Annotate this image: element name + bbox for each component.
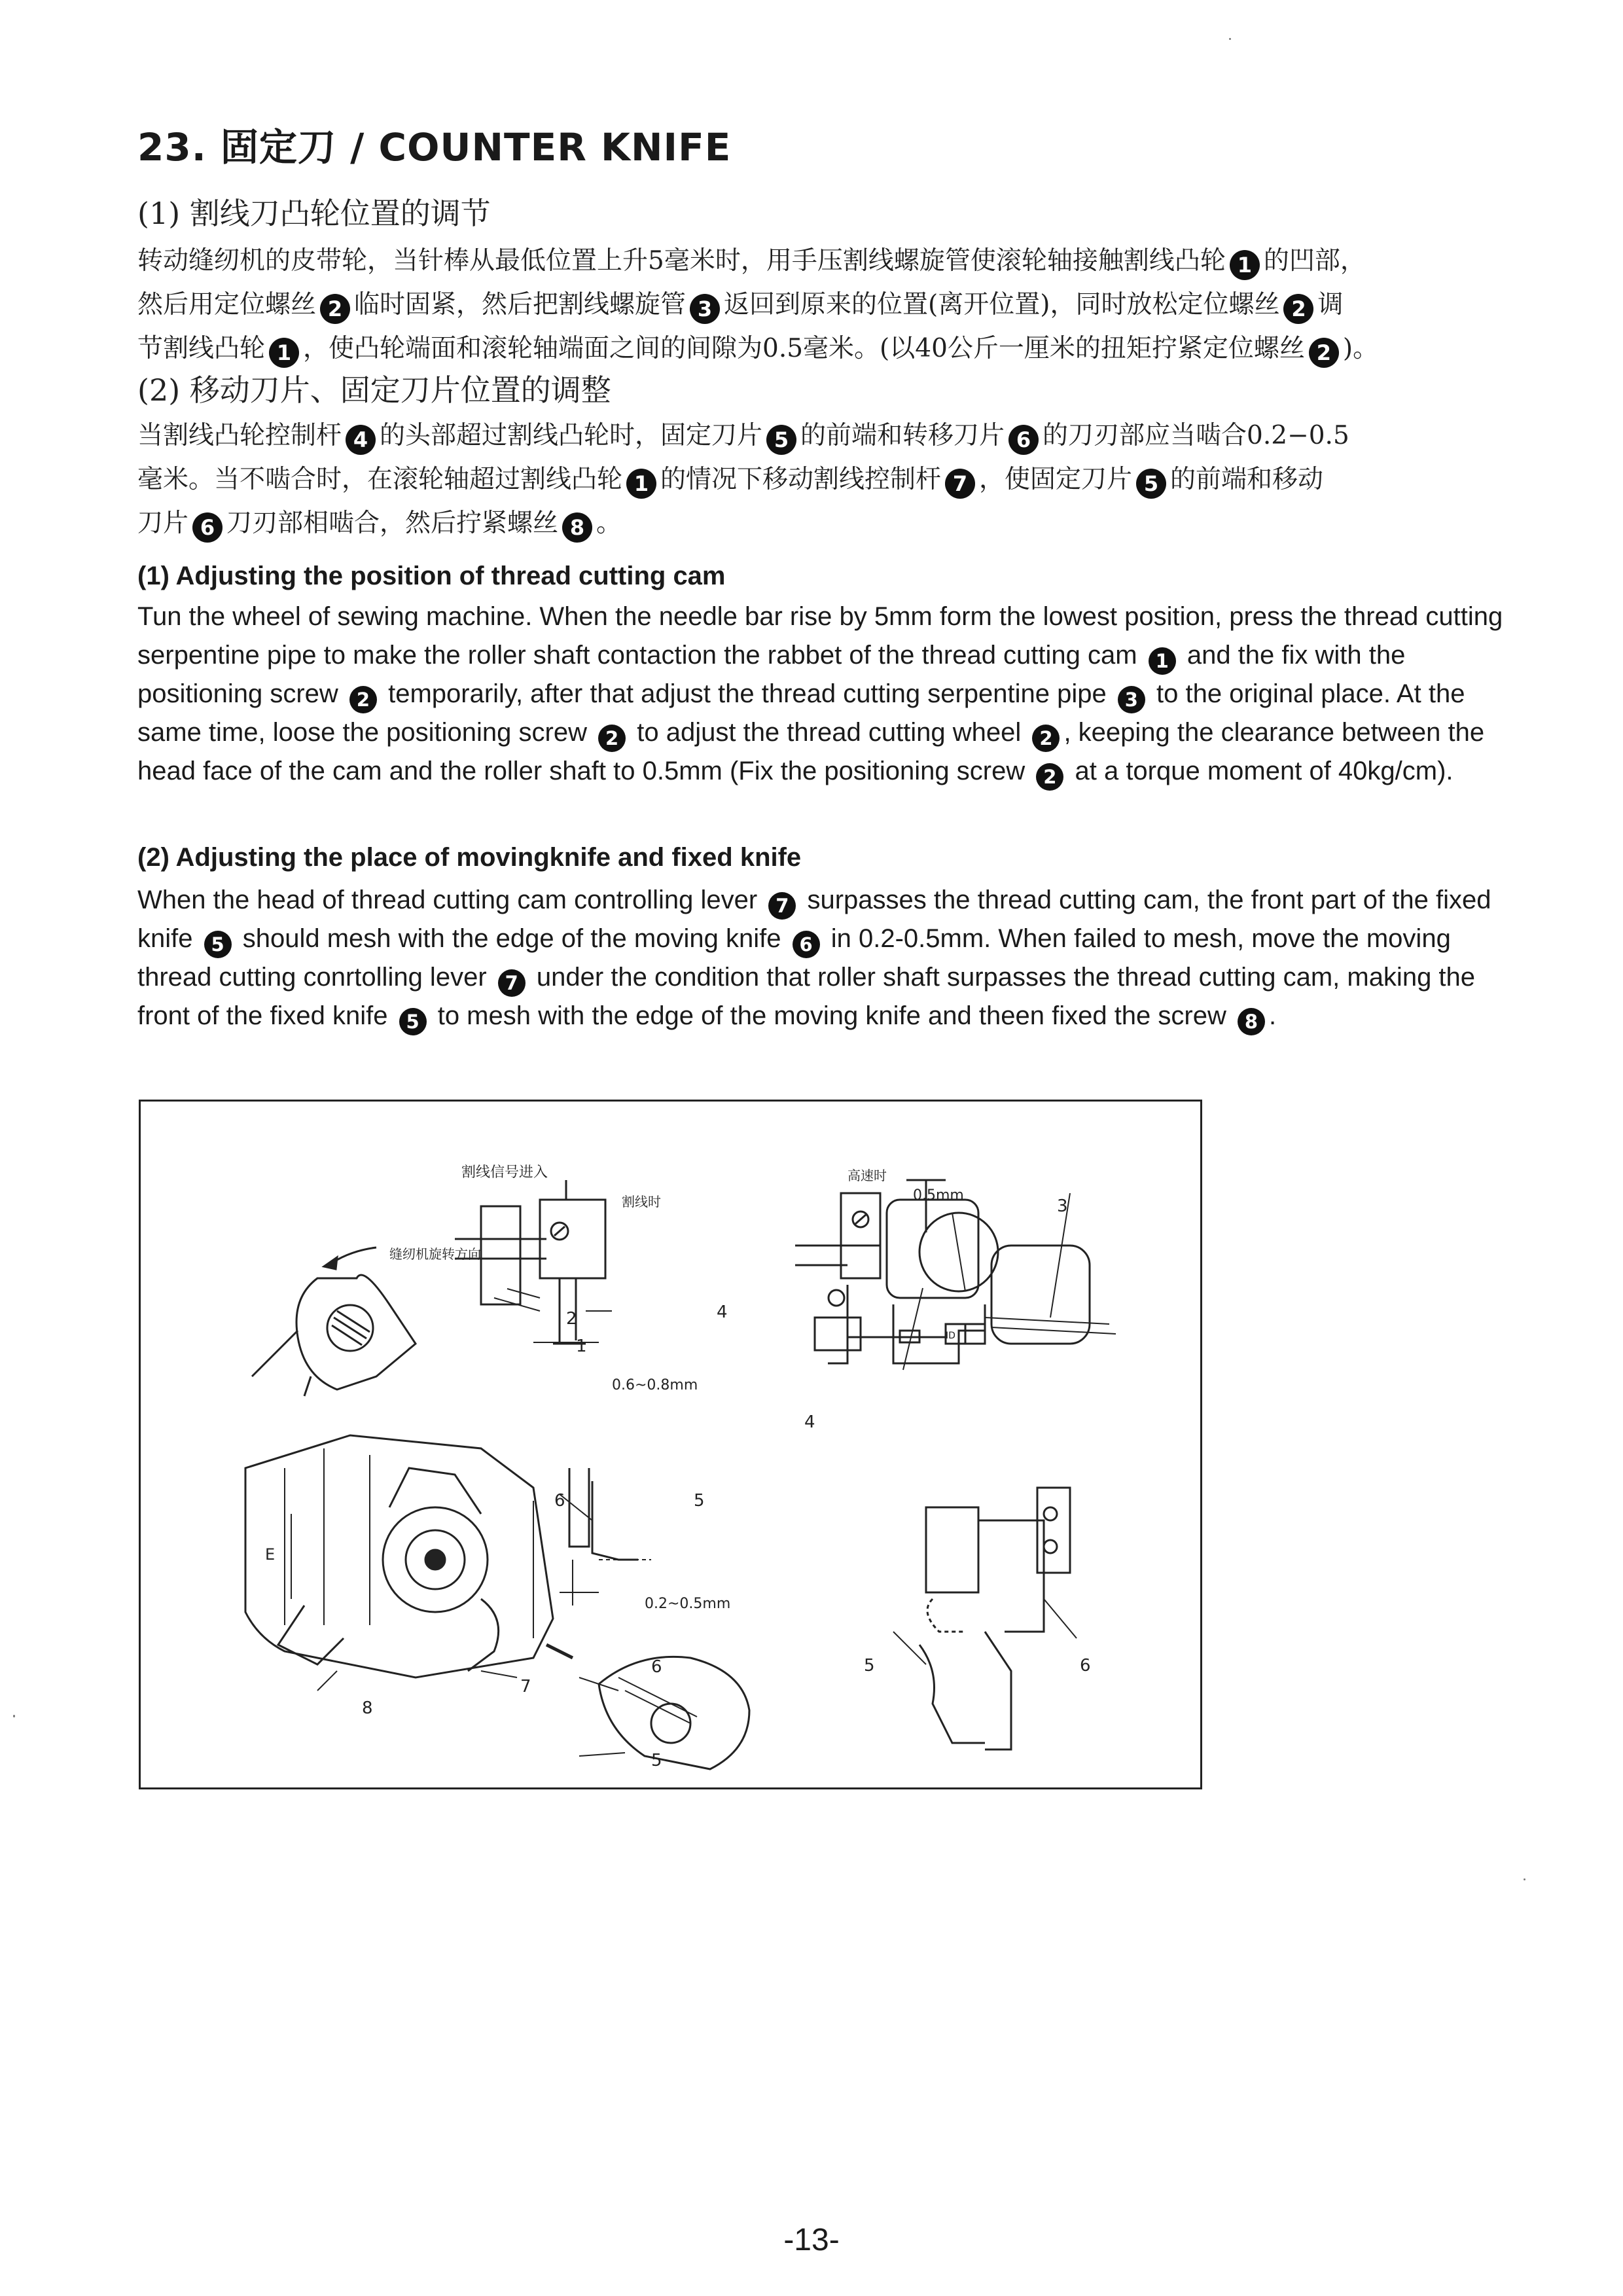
fig-num-7: 7 [520,1677,531,1696]
fig-label-highspeed: 高速时 [847,1168,887,1183]
callout-2: 2 [349,686,377,713]
callout-2: 2 [1036,763,1063,791]
en-section-1-body [137,598,1531,791]
cam-block [481,1206,520,1304]
cn-section-1-heading: (1) 割线刀凸轮位置的调节 [137,196,491,231]
cn-text: 的凹部， [1263,246,1366,276]
fig-num-5: 5 [694,1491,705,1511]
cn-text: 的前端和转移刀片 [800,421,1005,450]
cn-section-1-body [137,239,1525,370]
callout-5: 5 [204,931,232,958]
fig-label-signal: 割线信号进入 [461,1164,548,1181]
fig-tag-id: ID [946,1331,955,1341]
callout-5: 5 [399,1008,427,1035]
callout-2: 2 [1309,338,1339,368]
callout-6: 6 [192,512,223,543]
cn-text: 转动缝纫机的皮带轮，当针棒从最低位置上升5毫米时，用手压割线螺旋管使滚轮轴接触割线凸轮 [137,246,1226,276]
callout-1: 1 [1230,250,1260,280]
en-text: at a torque moment of 40kg/cm). [1075,757,1454,785]
cn-text: 返回到原来的位置(离开位置)，同时放松定位螺丝 [724,290,1280,319]
callout-2: 2 [320,294,350,324]
en-text: and the fix with the positioning screw [137,641,1406,708]
en-section-1-heading: (1) Adjusting the position of thread cutting cam [137,562,726,590]
callout-7: 7 [945,469,975,499]
cn-text: 的刀刃部应当啮合0.2−0.5 [1043,421,1349,450]
en-text: in 0.2-0.5mm. When failed to mesh, move the moving thread cutting conrtolling lever [137,924,1451,992]
callout-4: 4 [346,425,376,455]
fig-dim-0608: 0.6~0.8mm [612,1377,698,1393]
en-text: to adjust the thread cutting wheel [637,718,1022,747]
scan-speck [1524,1878,1525,1880]
callout-6: 6 [793,931,820,958]
en-text: . [1268,1001,1277,1030]
fig-num-3: 3 [1057,1196,1068,1216]
callout-1: 1 [626,469,656,499]
callout-2: 2 [1283,294,1313,324]
cn-text: 毫米。当不啮合时，在滚轮轴超过割线凸轮 [137,465,623,494]
en-text: temporarily, after that adjust the thread cutting serpentine pipe [388,679,1107,708]
fig-num-2: 2 [566,1309,577,1329]
cn-text: )。 [1342,334,1379,363]
cn-text: 刀片 [137,509,189,538]
cn-text: 节割线凸轮 [137,334,266,363]
en-section-2-body [137,881,1531,1035]
page-number: -13- [783,2223,840,2257]
cn-text: 。 [596,509,622,538]
fig-num-5c: 5 [864,1656,875,1676]
technical-figure [139,1100,1202,1789]
cn-text: ，使固定刀片 [979,465,1133,494]
fig-num-5b: 5 [651,1751,662,1770]
en-text: to mesh with the edge of the moving knife and theen fixed the screw [437,1001,1226,1030]
figure-drawing [141,1102,1200,1787]
cn-text: 调 [1317,290,1344,319]
callout-7: 7 [768,892,796,920]
en-text: , keeping the clearance between the head face of the cam and the roller shaft to 0.5mm (Fix the positioning screw [137,718,1485,785]
fig-label-rotation: 缝纫机旋转方向 [389,1246,481,1262]
cn-text: 的前端和移动 [1170,465,1324,494]
callout-3: 3 [690,294,720,324]
cn-text: 的情况下移动割线控制杆 [660,465,942,494]
en-text: surpasses the thread cutting cam, the front part of the fixed knife [137,886,1491,953]
en-text: to the original place. At the same time, loose the positioning screw [137,679,1465,747]
callout-8: 8 [1238,1008,1265,1035]
fig-num-1: 1 [576,1336,587,1356]
scan-speck [1229,38,1231,40]
fig-num-6c: 6 [1080,1656,1091,1676]
fig-tag-e: E [265,1545,276,1564]
fig-num-6b: 6 [651,1657,662,1677]
fig-dim-0205: 0.2~0.5mm [645,1596,731,1612]
en-text: under the condition that roller shaft surpasses the thread cutting cam, making the front of the fixed knife [137,963,1476,1030]
page-title: 23. 固定刀 / COUNTER KNIFE [137,125,732,170]
cn-section-2-body [137,414,1525,545]
fig-num-4: 4 [717,1302,728,1322]
fig-label-cutting: 割线时 [622,1194,661,1210]
en-text: should mesh with the edge of the moving knife [242,924,781,953]
fig-dim-05: 0.5mm [913,1187,964,1204]
cn-section-2-heading: (2) 移动刀片、固定刀片位置的调整 [137,372,611,408]
callout-6: 6 [1008,425,1039,455]
callout-1: 1 [269,338,299,368]
cn-text: ，使凸轮端面和滚轮轴端面之间的间隙为0.5毫米。(以40公斤一厘米的扭矩拧紧定位螺丝 [303,334,1305,363]
callout-8: 8 [562,512,592,543]
scan-speck [13,1715,15,1717]
en-text: When the head of thread cutting cam controlling lever [137,886,758,914]
fig-num-4b: 4 [804,1412,815,1432]
callout-2: 2 [598,725,626,752]
callout-3: 3 [1118,686,1145,713]
en-section-2-heading: (2) Adjusting the place of movingknife and fixed knife [137,843,802,872]
cn-text: 当割线凸轮控制杆 [137,421,342,450]
cn-text: 的头部超过割线凸轮时，固定刀片 [380,421,763,450]
fig-num-6: 6 [554,1491,565,1511]
callout-7: 7 [498,969,526,997]
cn-text: 刀刃部相啮合，然后拧紧螺丝 [226,509,559,538]
callout-2: 2 [1032,725,1060,752]
roller-block [540,1200,605,1278]
callout-5: 5 [1136,469,1166,499]
knife-assembly [599,1657,749,1769]
fig-num-8: 8 [362,1698,373,1718]
cn-text: 临时固紧，然后把割线螺旋管 [354,290,687,319]
cn-text: 然后用定位螺丝 [137,290,317,319]
callout-5: 5 [766,425,796,455]
callout-1: 1 [1149,647,1176,675]
en-text: Tun the wheel of sewing machine. When the needle bar rise by 5mm form the lowest position, press the thread cutting serpentine pipe to make the roller shaft contaction the rabbet of the thread cutting cam [137,602,1503,670]
